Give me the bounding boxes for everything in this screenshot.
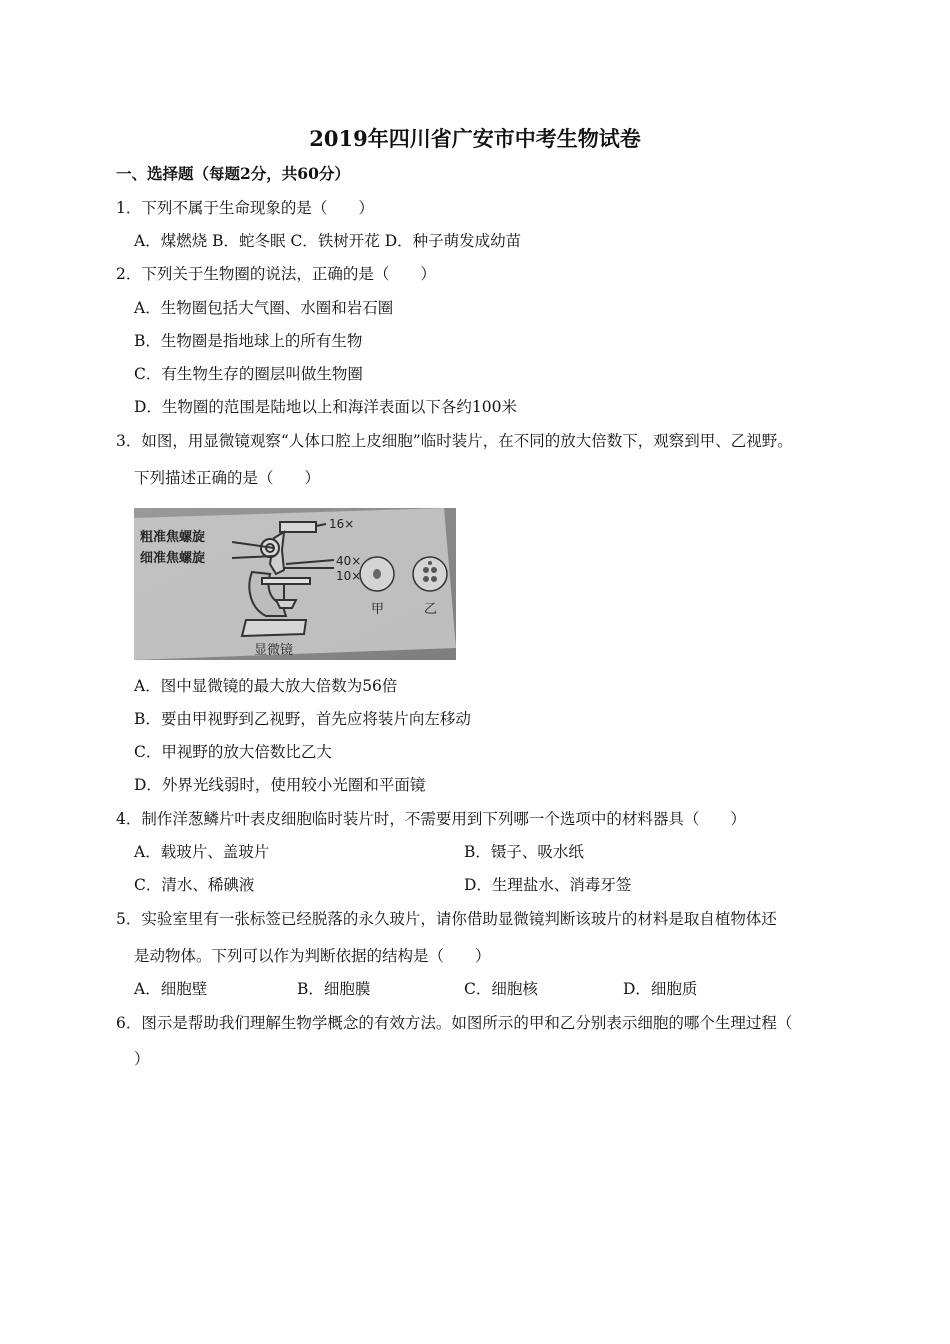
- label-objective-10x: 10×: [336, 569, 362, 583]
- label-microscope: 显微镜: [254, 643, 294, 658]
- question-3-stem: 3．如图，用显微镜观察“人体口腔上皮细胞”临时装片，在不同的放大倍数下，观察到甲、乙视野。: [116, 432, 793, 450]
- question-3-option-b: B．要由甲视野到乙视野，首先应将装片向左移动: [134, 710, 471, 728]
- microscope-figure: [134, 508, 456, 660]
- question-3-stem-continued: 下列描述正确的是（ ）: [134, 469, 321, 487]
- question-4-option-c: C．清水、稀碘液: [134, 876, 255, 894]
- question-5-option-d: D．细胞质: [623, 980, 698, 998]
- question-5-option-a: A．细胞壁: [134, 980, 208, 998]
- question-2-option-b: B．生物圈是指地球上的所有生物: [134, 332, 363, 350]
- question-1-options: A．煤燃烧 B．蛇冬眠 C．铁树开花 D．种子萌发成幼苗: [134, 232, 522, 250]
- question-3-option-a: A．图中显微镜的最大放大倍数为56倍: [134, 677, 398, 695]
- question-1-stem: 1．下列不属于生命现象的是（ ）: [116, 199, 374, 217]
- question-3-option-c: C．甲视野的放大倍数比乙大: [134, 743, 332, 761]
- page-title: 2019年四川省广安市中考生物试卷: [309, 126, 641, 151]
- question-2-option-c: C．有生物生存的圈层叫做生物圈: [134, 365, 363, 383]
- question-4-stem: 4．制作洋葱鳞片叶表皮细胞临时装片时，不需要用到下列哪一个选项中的材料器具（ ）: [116, 810, 746, 828]
- question-6-stem: 6．图示是帮助我们理解生物学概念的有效方法。如图所示的甲和乙分别表示细胞的哪个生理过程（: [116, 1014, 793, 1032]
- question-5-option-c: C．细胞核: [464, 980, 538, 998]
- question-5-option-b: B．细胞膜: [297, 980, 371, 998]
- label-objective-40x: 40×: [336, 554, 362, 568]
- label-coarse-focus: 粗准焦螺旋: [140, 530, 206, 545]
- question-3-option-d: D．外界光线弱时，使用较小光圈和平面镜: [134, 776, 426, 794]
- label-yi: 乙: [424, 602, 438, 617]
- section-heading: 一、选择题（每题2分，共60分）: [116, 164, 350, 183]
- question-6-stem-continued: ）: [134, 1050, 150, 1068]
- question-2-stem: 2．下列关于生物圈的说法，正确的是（ ）: [116, 265, 436, 283]
- question-2-option-d: D．生物圈的范围是陆地以上和海洋表面以下各约100米: [134, 398, 518, 416]
- question-4-option-a: A．载玻片、盖玻片: [134, 843, 270, 861]
- label-eyepiece-16x: 16×: [329, 517, 355, 531]
- label-jia: 甲: [371, 602, 385, 617]
- question-4-option-d: D．生理盐水、消毒牙签: [464, 876, 632, 894]
- question-4-option-b: B．镊子、吸水纸: [464, 843, 584, 861]
- question-5-stem: 5．实验室里有一张标签已经脱落的永久玻片，请你借助显微镜判断该玻片的材料是取自植物体还: [116, 910, 777, 928]
- question-2-option-a: A．生物圈包括大气圈、水圈和岩石圈: [134, 299, 394, 317]
- question-5-stem-continued: 是动物体。下列可以作为判断依据的结构是（ ）: [134, 947, 491, 965]
- label-fine-focus: 细准焦螺旋: [140, 551, 206, 566]
